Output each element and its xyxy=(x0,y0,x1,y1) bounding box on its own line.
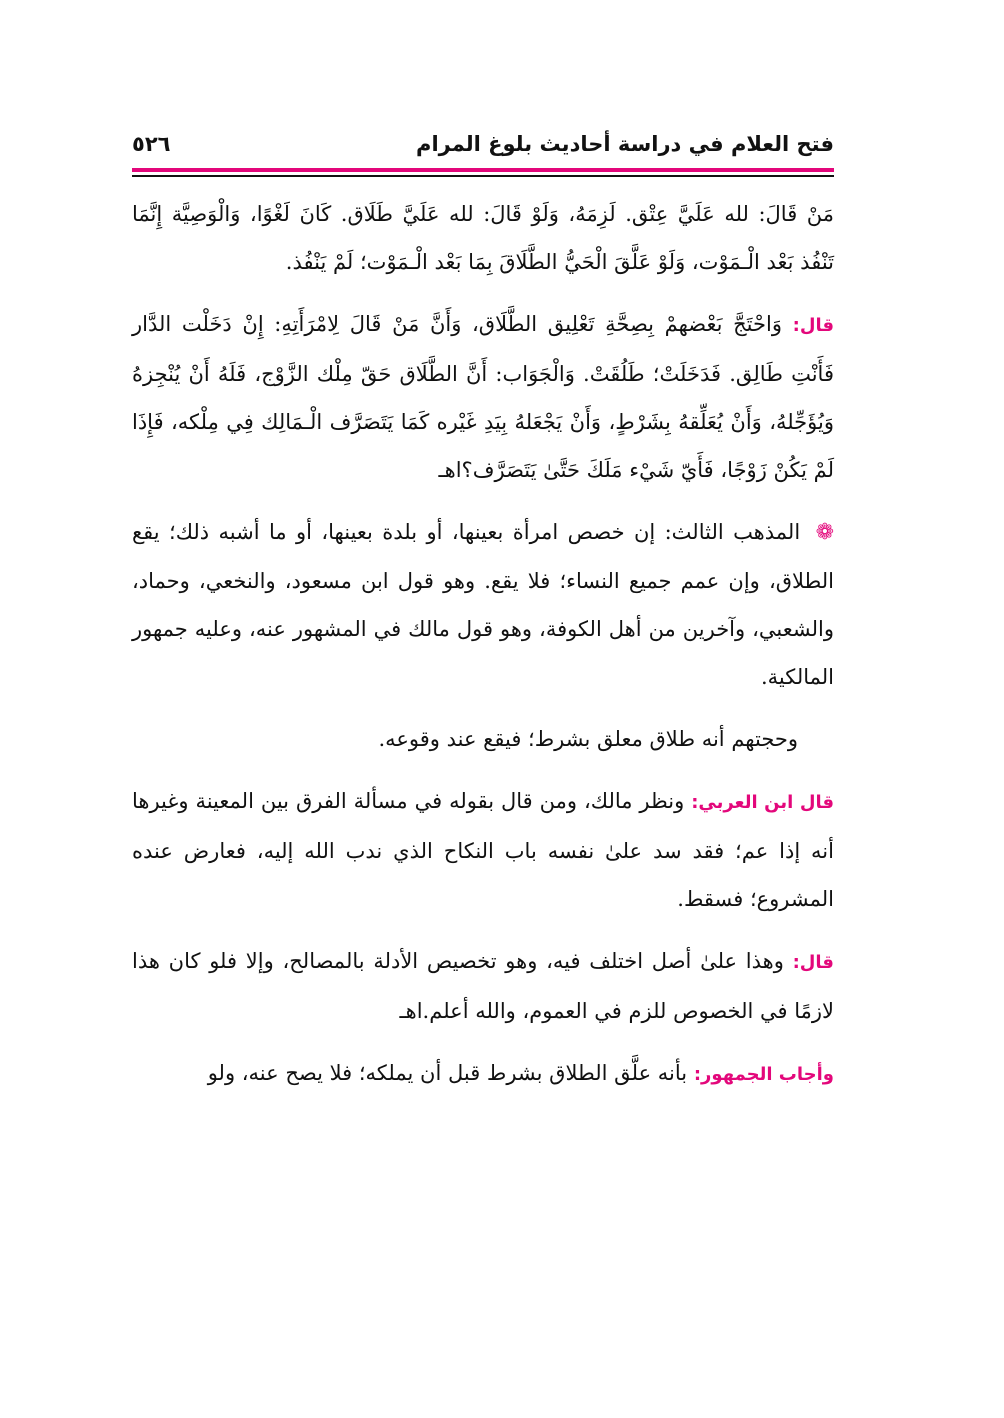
page-number: ٥٢٦ xyxy=(132,132,171,156)
paragraph-text: بأنه علَّق الطلاق بشرط قبل أن يملكه؛ فلا يصح عنه، ولو xyxy=(207,1061,688,1085)
paragraph-1 xyxy=(132,190,834,286)
paragraph-text: وَاحْتَجَّ بَعْضهمْ بِصِحَّةِ تَعْلِيق الطَّلَاق، وَأَنَّ مَنْ قَالَ لِامْرَأَتِهِ: إِنْ دَخَلْت الدَّار فَأَنْتِ طَالِق. فَدَخَلَتْ؛ طَلُقَتْ. وَالْجَوَاب: أَنَّ الطَّلَاق حَقّ مِلْك الزَّوْج، فَلَهُ أَنْ يُنْجِزهُ وَيُؤَجِّلهُ، وَأَنْ يُعَلِّقهُ بِشَرْطٍ، وَأَنْ يَجْعَلهُ بِيَدِ غَيْره كَمَا يَتَصَرَّف الْـمَالِك فِي مِلْكه، فَإِذَا لَمْ يَكُنْ زَوْجًا، فَأَيّ شَيْء مَلَكَ حَتَّىٰ يَتَصَرَّف؟اهـ xyxy=(132,312,834,482)
page-body xyxy=(132,190,834,1113)
speaker-label: قال: xyxy=(792,315,834,336)
page-header xyxy=(132,120,834,172)
paragraph-5 xyxy=(132,777,834,923)
paragraph-text: مَنْ قَالَ: لله عَلَيَّ عِتْق. لَزِمَهُ، وَلَوْ قَالَ: لله عَلَيَّ طَلَاق. كَانَ لَغْوًا، وَالْوَصِيَّة إِنَّمَا تَنْفُذ بَعْد الْـمَوْت، وَلَوْ عَلَّقَ الْحَيُّ الطَّلَاقَ بِمَا بَعْد الْـمَوْت؛ لَمْ يَنْفُذ. xyxy=(132,202,834,274)
paragraph-text: المذهب الثالث: إن خصص امرأة بعينها، أو بلدة بعينها، أو ما أشبه ذلك؛ يقع الطلاق، وإن عمم جميع النساء؛ فلا يقع. وهو قول ابن مسعود، والنخعي، وحماد، والشعبي، وآخرين من أهل الكوفة، وهو قول مالك في المشهور عنه، وعليه جمهور المالكية. xyxy=(132,520,834,689)
paragraph-4 xyxy=(132,715,834,763)
header-rule xyxy=(132,175,834,177)
flower-ornament-icon: ❁ xyxy=(815,520,834,545)
header-rule-accent xyxy=(132,168,834,172)
paragraph-text: ونظر مالك، ومن قال بقوله في مسألة الفرق بين المعينة وغيرها أنه إذا عم؛ فقد سد علىٰ نفسه باب النكاح الذي ندب الله إليه، فعارض عنده المشروع؛ فسقط. xyxy=(132,789,834,911)
paragraph-text: وحجتهم أنه طلاق معلق بشرط؛ فيقع عند وقوعه. xyxy=(378,727,798,751)
paragraph-2 xyxy=(132,300,834,494)
speaker-label: قال: xyxy=(792,952,834,973)
speaker-label: وأجاب الجمهور: xyxy=(693,1064,834,1085)
book-page xyxy=(132,120,834,1340)
paragraph-3 xyxy=(132,508,834,701)
running-title: فتح العلام في دراسة أحاديث بلوغ المرام xyxy=(416,132,834,156)
paragraph-7 xyxy=(132,1049,834,1099)
paragraph-6 xyxy=(132,937,834,1035)
paragraph-text: وهذا علىٰ أصل اختلف فيه، وهو تخصيص الأدلة بالمصالح، وإلا فلو كان هذا لازمًا في الخصوص للزم في العموم، والله أعلم.اهـ xyxy=(132,949,834,1023)
speaker-label: قال ابن العربي: xyxy=(691,792,834,813)
